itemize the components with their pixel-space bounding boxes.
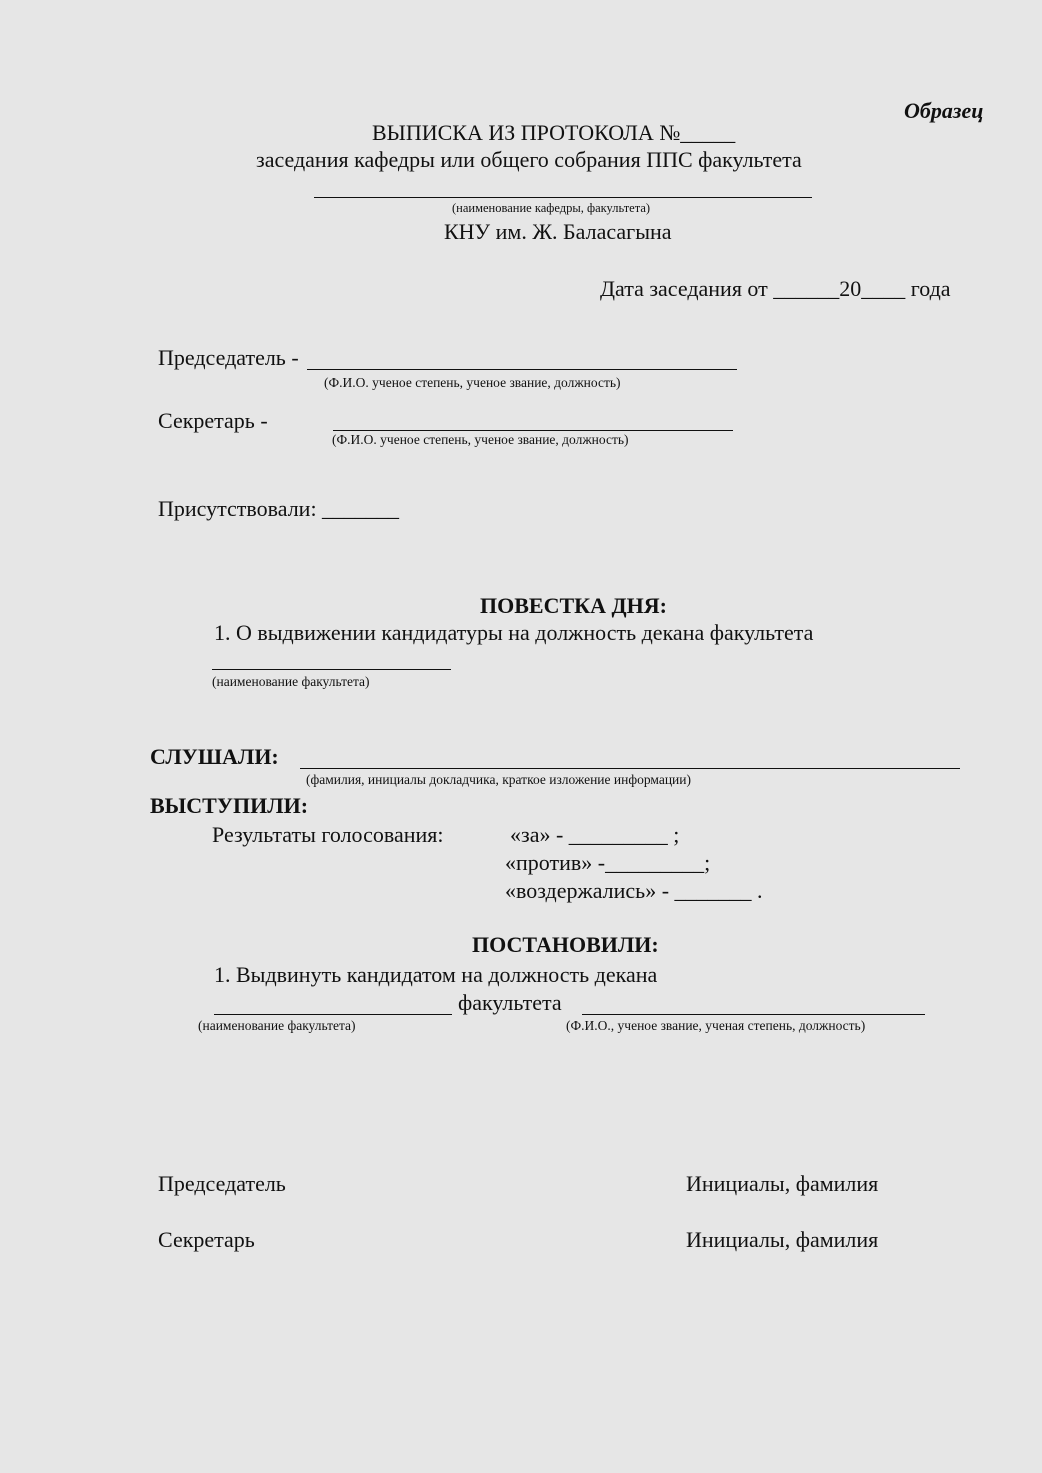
secretary-label: Секретарь - <box>158 408 268 433</box>
signature-chair-name: Инициалы, фамилия <box>686 1171 879 1196</box>
chair-label: Председатель - <box>158 345 299 370</box>
agenda-item-1: 1. О выдвижении кандидатуры на должность декана факультета <box>214 620 814 645</box>
heard-hint: (фамилия, инициалы докладчика, краткое изложение информации) <box>306 772 692 787</box>
secretary-line <box>333 430 733 431</box>
voting-label: Результаты голосования: <box>212 822 444 847</box>
department-hint: (наименование кафедры, факультета) <box>452 201 651 215</box>
secretary-hint: (Ф.И.О. ученое степень, ученое звание, должность) <box>332 432 629 447</box>
resolved-candidate-hint: (Ф.И.О., ученое звание, ученая степень, должность) <box>566 1018 866 1033</box>
chair-line <box>307 369 737 370</box>
heard-label: СЛУШАЛИ: <box>150 744 279 769</box>
resolved-faculty-word: факультета <box>458 990 562 1015</box>
document-title: ВЫПИСКА ИЗ ПРОТОКОЛА №_____ <box>372 120 736 145</box>
department-line <box>314 197 812 198</box>
meeting-date: Дата заседания от ______20____ года <box>600 276 951 301</box>
resolved-faculty-line <box>214 1014 452 1015</box>
document-subtitle: заседания кафедры или общего собрания ППС факультета <box>256 147 802 172</box>
signature-secretary-label: Секретарь <box>158 1227 255 1252</box>
votes-against: «против» -_________; <box>505 850 711 875</box>
signature-chair-label: Председатель <box>158 1171 286 1196</box>
spoke-label: ВЫСТУПИЛИ: <box>150 793 309 818</box>
resolved-heading: ПОСТАНОВИЛИ: <box>472 932 659 957</box>
agenda-heading: ПОВЕСТКА ДНЯ: <box>480 593 667 618</box>
votes-abstain: «воздержались» - _______ . <box>505 878 763 903</box>
votes-for: «за» - _________ ; <box>510 822 680 847</box>
signature-secretary-name: Инициалы, фамилия <box>686 1227 879 1252</box>
university-name: КНУ им. Ж. Баласагына <box>444 219 672 244</box>
heard-line <box>300 768 960 769</box>
sample-mark: Образец <box>904 98 984 123</box>
resolved-faculty-hint: (наименование факультета) <box>198 1018 356 1033</box>
agenda-faculty-hint: (наименование факультета) <box>212 674 370 689</box>
agenda-faculty-line <box>212 669 451 670</box>
chair-hint: (Ф.И.О. ученое степень, ученое звание, должность) <box>324 375 621 390</box>
resolved-candidate-line <box>582 1014 925 1015</box>
present-label: Присутствовали: _______ <box>158 496 400 521</box>
resolved-item-1: 1. Выдвинуть кандидатом на должность декана <box>214 962 658 987</box>
